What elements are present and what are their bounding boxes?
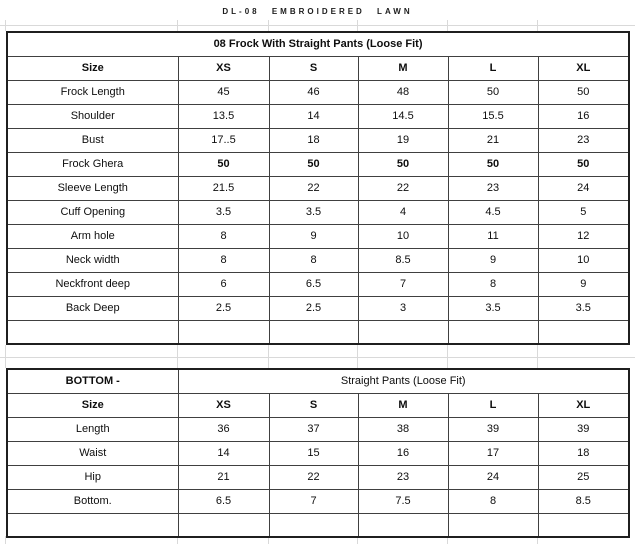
gridline bbox=[268, 345, 269, 368]
value-cell: 2.5 bbox=[178, 296, 269, 320]
header-size: Size bbox=[7, 393, 178, 417]
table-row bbox=[7, 224, 629, 248]
row-label: Cuff Opening bbox=[7, 200, 178, 224]
value-cell: 39 bbox=[448, 417, 538, 441]
value-cell: 21 bbox=[448, 128, 538, 152]
value-cell: 9 bbox=[269, 224, 358, 248]
value-cell: 16 bbox=[358, 441, 448, 465]
header-xs: XS bbox=[178, 393, 269, 417]
value-cell: 50 bbox=[178, 152, 269, 176]
value-cell: 19 bbox=[358, 128, 448, 152]
value-cell: 8 bbox=[178, 224, 269, 248]
row-label: Sleeve Length bbox=[7, 176, 178, 200]
value-cell: 45 bbox=[178, 80, 269, 104]
value-cell: 8.5 bbox=[358, 248, 448, 272]
value-cell: 2.5 bbox=[269, 296, 358, 320]
empty-cell bbox=[538, 513, 629, 537]
row-label: Bust bbox=[7, 128, 178, 152]
value-cell: 14.5 bbox=[358, 104, 448, 128]
header-row bbox=[7, 393, 629, 417]
header-m: M bbox=[358, 56, 448, 80]
value-cell: 23 bbox=[448, 176, 538, 200]
value-cell: 14 bbox=[178, 441, 269, 465]
value-cell: 3.5 bbox=[178, 200, 269, 224]
value-cell: 8 bbox=[269, 248, 358, 272]
table-title-row bbox=[7, 32, 629, 56]
value-cell: 12 bbox=[538, 224, 629, 248]
value-cell: 15.5 bbox=[448, 104, 538, 128]
value-cell: 22 bbox=[269, 465, 358, 489]
gridline bbox=[5, 345, 6, 368]
empty-cell bbox=[178, 513, 269, 537]
value-cell: 8.5 bbox=[538, 489, 629, 513]
bottom-label: BOTTOM - bbox=[7, 369, 178, 393]
value-cell: 4 bbox=[358, 200, 448, 224]
value-cell: 11 bbox=[448, 224, 538, 248]
table-row bbox=[7, 272, 629, 296]
gridline bbox=[357, 20, 358, 31]
value-cell: 17 bbox=[448, 441, 538, 465]
empty-row bbox=[7, 320, 629, 344]
table-row bbox=[7, 441, 629, 465]
header-size: Size bbox=[7, 56, 178, 80]
empty-cell bbox=[7, 513, 178, 537]
value-cell: 18 bbox=[538, 441, 629, 465]
header-s: S bbox=[269, 393, 358, 417]
header-row bbox=[7, 56, 629, 80]
value-cell: 7 bbox=[269, 489, 358, 513]
header-l: L bbox=[448, 56, 538, 80]
value-cell: 7.5 bbox=[358, 489, 448, 513]
value-cell: 24 bbox=[538, 176, 629, 200]
row-label: Neck width bbox=[7, 248, 178, 272]
header-xs: XS bbox=[178, 56, 269, 80]
gridline bbox=[5, 20, 6, 31]
row-label: Length bbox=[7, 417, 178, 441]
row-label: Hip bbox=[7, 465, 178, 489]
table-row bbox=[7, 176, 629, 200]
frock-table-title: 08 Frock With Straight Pants (Loose Fit) bbox=[7, 32, 629, 56]
header-s: S bbox=[269, 56, 358, 80]
value-cell: 21 bbox=[178, 465, 269, 489]
empty-cell bbox=[448, 513, 538, 537]
table-title-row bbox=[7, 369, 629, 393]
value-cell: 4.5 bbox=[448, 200, 538, 224]
value-cell: 8 bbox=[178, 248, 269, 272]
row-label: Neckfront deep bbox=[7, 272, 178, 296]
row-label: Arm hole bbox=[7, 224, 178, 248]
value-cell: 21.5 bbox=[178, 176, 269, 200]
value-cell: 8 bbox=[448, 489, 538, 513]
bottom-size-table bbox=[6, 368, 630, 538]
value-cell: 22 bbox=[358, 176, 448, 200]
value-cell: 50 bbox=[269, 152, 358, 176]
row-label: Bottom. bbox=[7, 489, 178, 513]
value-cell: 3 bbox=[358, 296, 448, 320]
table-row bbox=[7, 200, 629, 224]
value-cell: 13.5 bbox=[178, 104, 269, 128]
empty-cell bbox=[269, 320, 358, 344]
empty-cell bbox=[269, 513, 358, 537]
value-cell: 17..5 bbox=[178, 128, 269, 152]
table-row bbox=[7, 489, 629, 513]
value-cell: 25 bbox=[538, 465, 629, 489]
gridline bbox=[177, 345, 178, 368]
value-cell: 14 bbox=[269, 104, 358, 128]
row-label: Frock Ghera bbox=[7, 152, 178, 176]
value-cell: 23 bbox=[358, 465, 448, 489]
header-xl: XL bbox=[538, 56, 629, 80]
gridline bbox=[537, 345, 538, 368]
gridline bbox=[537, 20, 538, 31]
table-row bbox=[7, 248, 629, 272]
empty-cell bbox=[448, 320, 538, 344]
page-title: DL-08 EMBROIDERED LAWN bbox=[222, 7, 413, 16]
value-cell: 5 bbox=[538, 200, 629, 224]
value-cell: 6 bbox=[178, 272, 269, 296]
table-row bbox=[7, 465, 629, 489]
value-cell: 3.5 bbox=[448, 296, 538, 320]
table-row bbox=[7, 152, 629, 176]
empty-cell bbox=[358, 513, 448, 537]
table-row bbox=[7, 296, 629, 320]
row-label: Shoulder bbox=[7, 104, 178, 128]
gridline bbox=[447, 20, 448, 31]
value-cell: 10 bbox=[538, 248, 629, 272]
value-cell: 6.5 bbox=[178, 489, 269, 513]
value-cell: 9 bbox=[538, 272, 629, 296]
value-cell: 8 bbox=[448, 272, 538, 296]
value-cell: 50 bbox=[538, 152, 629, 176]
gridline bbox=[177, 20, 178, 31]
empty-cell bbox=[538, 320, 629, 344]
row-label: Back Deep bbox=[7, 296, 178, 320]
table-row bbox=[7, 80, 629, 104]
gridline bbox=[357, 345, 358, 368]
table-row bbox=[7, 104, 629, 128]
gridline bbox=[268, 20, 269, 31]
value-cell: 50 bbox=[448, 152, 538, 176]
value-cell: 23 bbox=[538, 128, 629, 152]
header-l: L bbox=[448, 393, 538, 417]
bottom-table-title: Straight Pants (Loose Fit) bbox=[178, 369, 629, 393]
value-cell: 50 bbox=[358, 152, 448, 176]
empty-cell bbox=[7, 320, 178, 344]
value-cell: 24 bbox=[448, 465, 538, 489]
table-row bbox=[7, 128, 629, 152]
value-cell: 39 bbox=[538, 417, 629, 441]
value-cell: 50 bbox=[448, 80, 538, 104]
value-cell: 7 bbox=[358, 272, 448, 296]
empty-cell bbox=[178, 320, 269, 344]
value-cell: 16 bbox=[538, 104, 629, 128]
value-cell: 9 bbox=[448, 248, 538, 272]
value-cell: 50 bbox=[538, 80, 629, 104]
value-cell: 6.5 bbox=[269, 272, 358, 296]
value-cell: 36 bbox=[178, 417, 269, 441]
value-cell: 22 bbox=[269, 176, 358, 200]
empty-row bbox=[7, 513, 629, 537]
value-cell: 48 bbox=[358, 80, 448, 104]
value-cell: 15 bbox=[269, 441, 358, 465]
value-cell: 3.5 bbox=[538, 296, 629, 320]
value-cell: 37 bbox=[269, 417, 358, 441]
header-xl: XL bbox=[538, 393, 629, 417]
gridline bbox=[447, 345, 448, 368]
gridline bbox=[0, 357, 635, 358]
row-label: Frock Length bbox=[7, 80, 178, 104]
gridline bbox=[0, 25, 635, 26]
value-cell: 38 bbox=[358, 417, 448, 441]
header-m: M bbox=[358, 393, 448, 417]
table-row bbox=[7, 417, 629, 441]
frock-size-table bbox=[6, 31, 630, 345]
value-cell: 18 bbox=[269, 128, 358, 152]
empty-cell bbox=[358, 320, 448, 344]
row-label: Waist bbox=[7, 441, 178, 465]
value-cell: 46 bbox=[269, 80, 358, 104]
value-cell: 10 bbox=[358, 224, 448, 248]
value-cell: 3.5 bbox=[269, 200, 358, 224]
